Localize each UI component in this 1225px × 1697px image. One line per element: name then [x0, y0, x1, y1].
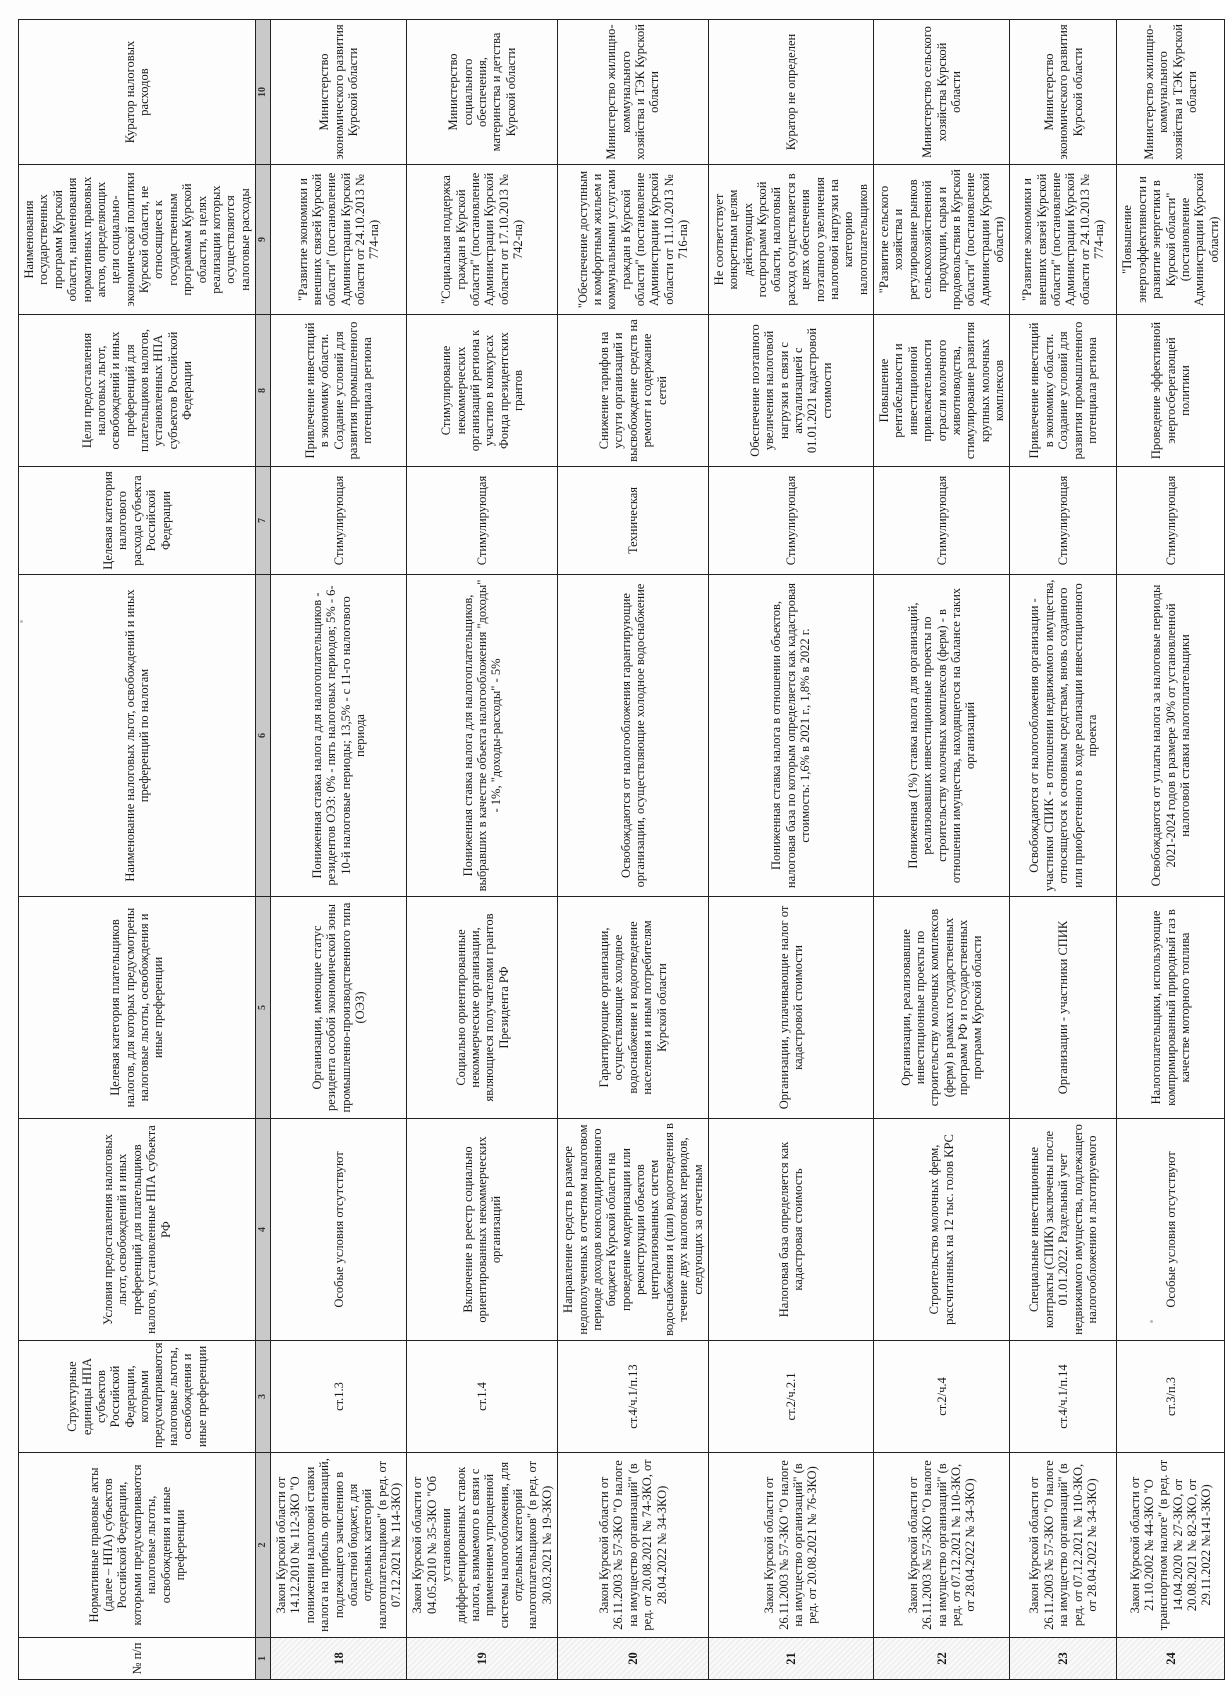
table-cell: Министерство экономического развития Курской области: [271, 20, 407, 165]
table-cell: Закон Курской области от 14.12.2010 № 112-ЗКО "О понижении налоговой ставки налога на прибыль организаций, подлежащего зачислению в областной бюджет, для отдельных категорий налогоплательщиков" (в ред. от 07.12.2021 № 114-ЗКО): [271, 1453, 407, 1638]
table-row: [558, 20, 709, 1680]
table-row: [1010, 20, 1117, 1680]
table-cell: Привлечение инвестиций в экономику области. Создание условий для развития промышленного потенциала региона: [271, 315, 407, 467]
table-cell: Организации, уплачивающие налог от кадастровой стоимости: [708, 897, 873, 1119]
column-number: 10: [256, 20, 271, 165]
table-cell: Освобождаются от налогообложения организации - участники СПИК - в отношении недвижимого имущества, относящегося к основным средствам, вновь созданного или приобретенного в ходе реализации инвестиционного проекта: [1010, 575, 1117, 897]
table-cell: Закон Курской области от 04.05.2010 № 35-ЗКО "Об установлении дифференцированных ставок налога, взимаемого в связи с применением упрощенной системы налогообложения, для отдельных категорий налогоплательщиков" (в ред. от 30.03.2021 № 19-ЗКО): [407, 1453, 558, 1638]
table-cell: Закон Курской области от 26.11.2003 № 57-ЗКО "О налоге на имущество организаций" (в ред. от 20.08.2021 № 76-ЗКО): [708, 1453, 873, 1638]
table-cell: Министерство социального обеспечения, материнства и детства Курской области: [407, 20, 558, 165]
table-cell: "Развитие экономики и внешних связей Курской области" (постановление Администрации Курской области от 24.10.2013 № 774-па): [1010, 165, 1117, 315]
row-number-cell: 22: [874, 1638, 1010, 1680]
table-cell: Проведение эффективной энергосберегающей политики: [1117, 315, 1225, 467]
table-cell: "Обеспечение доступным и комфортным жильем и коммунальными услугами граждан в Курской области" (постановление Администрации Курской области от 11.10.2013 № 716-па): [558, 165, 709, 315]
table-cell: Освобождаются от налогообложения гарантирующие организации, осуществляющие холодное водоснабжение: [558, 575, 709, 897]
table-cell: Организации, реализовавшие инвестиционные проекты по строительству молочных комплексов (ферм) в рамках государственных программ РФ и государственных программ Курской области: [874, 897, 1010, 1119]
table-cell: ст.3/п.3: [1117, 1341, 1225, 1453]
header-cell: Наименования государственных программ Курской области, наименования нормативных правовых актов, определяющих цели социально-экономической политики Курской области, не относящиеся к государственным программам Курской области, в целях реализации которых осуществляются налоговые расходы: [19, 165, 256, 315]
table-cell: Особые условия отсутствуют: [1117, 1119, 1225, 1341]
table-cell: "Социальная поддержка граждан в Курской области" (постановление Администрации Курской области от 17.10.2013 № 742-па): [407, 165, 558, 315]
table-cell: Куратор не определен: [708, 20, 873, 165]
table-cell: Министерство сельского хозяйства Курской области: [874, 20, 1010, 165]
table-row: [407, 20, 558, 1680]
row-number-cell: 23: [1010, 1638, 1117, 1680]
row-number-cell: 19: [407, 1638, 558, 1680]
table-cell: Стимулирующая: [1010, 467, 1117, 575]
table-cell: Строительство молочных ферм, рассчитанных на 12 тыс. голов КРС: [874, 1119, 1010, 1341]
table-row: [708, 20, 873, 1680]
table-cell: Налогоплательщики, использующие компримированный природный газ в качестве моторного топлива: [1117, 897, 1225, 1119]
table-cell: Освобождаются от уплаты налога за налоговые периоды 2021-2024 годов в размере 30% от установленной налоговой ставки налогоплательщики: [1117, 575, 1225, 897]
column-number: 8: [256, 315, 271, 467]
header-cell: Целевая категория налогового расхода субъекта Российской Федерации: [19, 467, 256, 575]
table-cell: Привлечение инвестиций в экономику области. Создание условий для развития промышленного потенциала региона: [1010, 315, 1117, 467]
table-cell: Налоговая база определяется как кадастровая стоимость: [708, 1119, 873, 1341]
column-number: 3: [256, 1341, 271, 1453]
table-cell: Не соответствует конкретным целям действующих госпрограмм Курской области, налоговый расход осуществляется в целях обеспечения поэтапного увеличения налоговой нагрузки на категорию налогоплательщиков: [708, 165, 873, 315]
header-cell: Целевая категория плательщиков налогов, для которых предусмотрены налоговые льготы, освобождения и иные преференции: [19, 897, 256, 1119]
header-cell: Структурные единицы НПА субъектов Российской Федерации, которыми предусматриваются налоговые льготы, освобождения и иные преференции: [19, 1341, 256, 1453]
scan-speck: [1150, 1320, 1153, 1323]
row-number-cell: 21: [708, 1638, 873, 1680]
table-cell: Пониженная ставка налога для налогоплательщиков, выбравших в качестве объекта налогообложения "доходы" - 1%, "доходы-расходы" - 5%: [407, 575, 558, 897]
column-number: 9: [256, 165, 271, 315]
table-cell: Министерство экономического развития Курской области: [1010, 20, 1117, 165]
table-cell: Министерство жилищно-коммунального хозяйства и ТЭК Курской области: [558, 20, 709, 165]
table-cell: ст.1.4: [407, 1341, 558, 1453]
table-cell: Специальные инвестиционные контракты (СПИК) заключены после 01.01.2022. Раздельный учет недвижимого имущества, подлежащего налогообложению и льготируемого: [1010, 1119, 1117, 1341]
table-cell: Закон Курской области от 26.11.2003 № 57-ЗКО "О налоге на имущество организаций" (в ред. от 07.12.2021 № 110-ЗКО, от 28.04.2022 № 34-ЗКО): [874, 1453, 1010, 1638]
table-row: [1117, 20, 1225, 1680]
table-cell: "Развитие экономики и внешних связей Курской области" (постановление Администрации Курской области от 24.10.2013 № 774-па): [271, 165, 407, 315]
table-cell: Стимулирующая: [874, 467, 1010, 575]
table-cell: Стимулирование некоммерческих организаций региона к участию в конкурсах Фонда президентских грантов: [407, 315, 558, 467]
table-cell: Пониженная ставка налога для налогоплательщиков - резидентов ОЭЗ: 0% - пять налоговых периодов; 5% - 6-10-й налоговые периоды; 13,5% - с 11-го налогового периода: [271, 575, 407, 897]
table-cell: Снижение тарифов на услуги организаций и высвобождение средств на ремонт и содержание сетей: [558, 315, 709, 467]
header-cell: Нормативные правовые акты (далее – НПА) субъектов Российской Федерации, которыми предусматриваются налоговые льготы, освобождения и иные преференции: [19, 1453, 256, 1638]
table-cell: Обеспечение поэтапного увеличения налоговой нагрузки в связи с актуализацией с 01.01.2021 кадастровой стоимости: [708, 315, 873, 467]
header-cell: № п/п: [19, 1638, 256, 1680]
row-number-cell: 18: [271, 1638, 407, 1680]
table-cell: Министерство жилищно-коммунального хозяйства и ТЭК Курской области: [1117, 20, 1225, 165]
table-cell: Организации, имеющие статус резидента особой экономической зоны промышленно-производственного типа (ОЭЗ): [271, 897, 407, 1119]
row-number-cell: 20: [558, 1638, 709, 1680]
table-cell: Стимулирующая: [708, 467, 873, 575]
table-cell: Социально ориентированные некоммерческие организации, являющиеся получателями грантов Президента РФ: [407, 897, 558, 1119]
table-cell: Направление средств в размере недополученных в отчетном налоговом периоде доходов консолидированного бюджета Курской области на проведение модернизации или реконструкции объектов централизованных систем водоснабжения и (или) водоотведения в течение двух налоговых периодов, следующих за отчетным: [558, 1119, 709, 1341]
column-number: 5: [256, 897, 271, 1119]
table-cell: Пониженная ставка налога в отношении объектов, налоговая база по которым определяется как кадастровая стоимость: 1,6% в 2021 г., 1,8% в 2022 г.: [708, 575, 873, 897]
table-body: [19, 20, 1225, 1680]
column-number: 1: [256, 1638, 271, 1680]
table-cell: Стимулирующая: [407, 467, 558, 575]
table-cell: ст.2/ч.2.1: [708, 1341, 873, 1453]
table-cell: Закон Курской области от 26.11.2003 № 57-ЗКО "О налоге на имущество организаций" (в ред. от 07.12.2021 № 110-ЗКО, от 28.04.2022 № 34-ЗКО): [1010, 1453, 1117, 1638]
column-number: 6: [256, 575, 271, 897]
table-cell: ст.4/ч.1/п.13: [558, 1341, 709, 1453]
column-number: 4: [256, 1119, 271, 1341]
table-cell: Закон Курской области от 26.11.2003 № 57-ЗКО "О налоге на имущество организаций" (в ред. от 20.08.2021 № 74-ЗКО, от 28.04.2022 № 34-ЗКО): [558, 1453, 709, 1638]
column-number: 7: [256, 467, 271, 575]
table-cell: Закон Курской области от 21.10.2002 № 44-ЗКО "О транспортном налоге" (в ред. от 14.04.2020 № 27-ЗКО, от 20.08.2021 № 82-ЗКО, от 29.11.2022 №141-ЗКО): [1117, 1453, 1225, 1638]
table-cell: "Развитие сельского хозяйства и регулирование рынков сельскохозяйственной продукции, сырья и продовольствия в Курской области" (постановление Администрации Курской области): [874, 165, 1010, 315]
table-cell: Пониженная (1%) ставка налога для организаций, реализовавших инвестиционные проекты по строительству молочных комплексов (ферм) - в отношении имущества, находящегося на балансе таких организаций: [874, 575, 1010, 897]
header-cell: Куратор налоговых расходов: [19, 20, 256, 165]
column-number-row: [256, 20, 271, 1680]
scan-speck: [20, 620, 23, 623]
table-cell: ст.1.3: [271, 1341, 407, 1453]
table-cell: Включение в реестр социально ориентированных некоммерческих организаций: [407, 1119, 558, 1341]
tax-expenditure-table: [18, 19, 1225, 1680]
row-number-cell: 24: [1117, 1638, 1225, 1680]
table-cell: Особые условия отсутствуют: [271, 1119, 407, 1341]
table-cell: ст.2/ч.4: [874, 1341, 1010, 1453]
table-cell: Гарантирующие организации, осуществляющие холодное водоснабжение и водоотведение населения и иным потребителям Курской области: [558, 897, 709, 1119]
header-row: [19, 20, 256, 1680]
header-cell: Наименование налоговых льгот, освобождений и иных преференций по налогам: [19, 575, 256, 897]
table-row: [271, 20, 407, 1680]
table-cell: Техническая: [558, 467, 709, 575]
table-cell: Стимулирующая: [271, 467, 407, 575]
table-cell: Стимулирующая: [1117, 467, 1225, 575]
table-cell: "Повышение энергоэффективности и развитие энергетики в Курской области" (постановление Администрации Курской области): [1117, 165, 1225, 315]
header-cell: Цели предоставления налоговых льгот, освобождений и иных преференций для плательщиков налогов, установленных НПА субъектов Российской Федерации: [19, 315, 256, 467]
header-cell: Условия предоставления налоговых льгот, освобождений и иных преференций для плательщиков налогов, установленные НПА субъекта РФ: [19, 1119, 256, 1341]
table-cell: Организации - участники СПИК: [1010, 897, 1117, 1119]
column-number: 2: [256, 1453, 271, 1638]
rotated-table-wrapper: [18, 20, 1221, 1680]
table-cell: ст.4/ч.1/п.14: [1010, 1341, 1117, 1453]
table-row: [874, 20, 1010, 1680]
table-cell: Повышение рентабельности и инвестиционной привлекательности отрасли молочного животноводства, стимулирование развития крупных молочных комплексов: [874, 315, 1010, 467]
